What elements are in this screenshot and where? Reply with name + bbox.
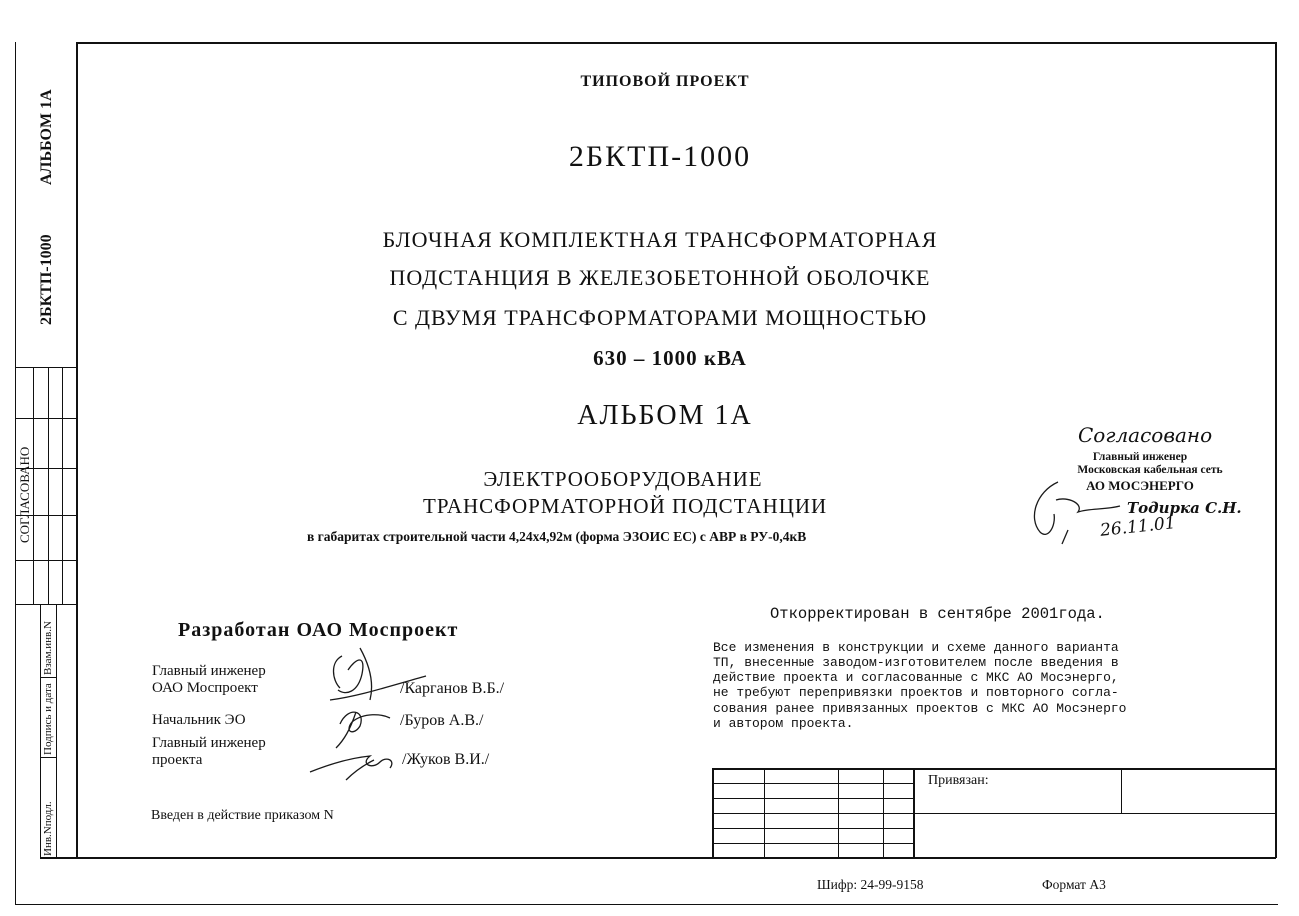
stamp-grid-top — [15, 367, 77, 368]
inventory-stamp-cell — [40, 677, 57, 678]
inventory-stamp-left — [40, 604, 41, 858]
approval-role: Главный инженер — [1092, 451, 1188, 463]
signer-1-role-line-1: Главный инженер — [152, 663, 266, 679]
inventory-stamp-divider — [56, 604, 57, 858]
title-block-row — [712, 783, 914, 784]
album-title: АЛЬБОМ 1А — [577, 400, 753, 431]
cipher-code: Шифр: 24-99-9158 — [817, 877, 924, 892]
approval-org-1: Московская кабельная сеть — [1077, 464, 1223, 476]
signer-1-name: /Карганов В.Б./ — [400, 680, 505, 697]
revision-text-line-2: ТП, внесенные заводом-изготовителем после введения в — [713, 655, 1119, 670]
signer-3-role-line-2: проекта — [152, 752, 203, 768]
inner-frame-bottom — [40, 857, 1276, 859]
subtitle-line-2: ТРАНСФОРМАТОРНОЙ ПОДСТАНЦИИ — [423, 494, 828, 518]
signer-2-role: Начальник ЭО — [152, 712, 246, 728]
spine-album: АЛЬБОМ 1А — [38, 89, 55, 185]
project-type-label: ТИПОВОЙ ПРОЕКТ — [580, 73, 750, 90]
approval-handwritten: Согласовано — [1078, 423, 1213, 447]
title-block-top — [712, 768, 1276, 770]
outer-frame-left — [15, 42, 16, 904]
enactment-order: Введен в действие приказом N — [151, 808, 334, 823]
inventory-number-label: Инв.Nподл. — [42, 801, 54, 856]
inner-frame-left — [76, 42, 78, 858]
approval-date: 26.11.01 — [1099, 513, 1177, 541]
title-block-row — [712, 813, 1276, 814]
inner-frame-right — [1275, 42, 1277, 858]
stamp-grid-line — [15, 418, 77, 419]
project-code: 2БКТП-1000 — [568, 140, 752, 173]
subtitle-line-1: ЭЛЕКТРООБОРУДОВАНИЕ — [483, 467, 763, 491]
stamp-grid-col — [62, 367, 63, 604]
project-title-line-2: ПОДСТАНЦИЯ В ЖЕЛЕЗОБЕТОННОЙ ОБОЛОЧКЕ — [389, 265, 931, 290]
stamp-grid-col — [48, 367, 49, 604]
inventory-stamp-cell — [40, 757, 57, 758]
inner-frame-top — [76, 42, 1276, 44]
signer-signatures — [300, 640, 430, 785]
revision-text-line-4: не требуют перепривязки проектов и повторного согла- — [713, 685, 1119, 700]
approval-name: Тодирка С.Н. — [1127, 499, 1242, 517]
stamp-grid-line — [15, 560, 77, 561]
title-block-row — [712, 828, 914, 829]
spine-title: 2БКТП-1000 — [38, 234, 55, 325]
revision-text-line-1: Все изменения в конструкции и схеме данного варианта — [713, 640, 1119, 655]
project-power-range: 630 – 1000 кВА — [593, 346, 747, 370]
title-block-row — [712, 843, 914, 844]
approval-org-2: АО МОСЭНЕРГО — [1086, 478, 1194, 493]
signer-3-name: /Жуков В.И./ — [402, 751, 490, 768]
signer-1-role-line-2: ОАО Моспроект — [152, 680, 258, 696]
bound-label: Привязан: — [928, 773, 989, 788]
signature-date-label: Подпись и дата — [42, 683, 54, 755]
revision-text-line-6: и автором проекта. — [713, 716, 854, 731]
dimensions-note: в габаритах строительной части 4,24х4,92м (форма ЭЗОИС ЕС) с АВР в РУ-0,4кВ — [307, 529, 807, 544]
title-block-row — [712, 798, 914, 799]
signer-2-name: /Буров А.В./ — [400, 712, 484, 729]
project-title-line-3: С ДВУМЯ ТРАНСФОРМАТОРАМИ МОЩНОСТЬЮ — [392, 305, 928, 330]
revision-text-line-5: сования ранее привязанных проектов с МКС АО Мосэнерго — [713, 701, 1127, 716]
paper-format: Формат А3 — [1042, 877, 1106, 892]
outer-frame-bottom — [15, 904, 1278, 905]
project-title-line-1: БЛОЧНАЯ КОМПЛЕКТНАЯ ТРАНСФОРМАТОРНАЯ — [382, 227, 938, 252]
stamp-grid-col — [33, 367, 34, 604]
revision-heading: Откорректирован в сентябре 2001года. — [770, 605, 1105, 623]
signer-3-role-line-1: Главный инженер — [152, 735, 266, 751]
stamp-grid-bottom — [15, 604, 77, 605]
approval-signature — [1028, 470, 1138, 550]
replaced-inventory-label: Взам.инв.N — [42, 621, 54, 675]
title-block-col — [1121, 768, 1122, 814]
revision-text-line-3: действие проекта и согласованные с МКС АО Мосэнерго, — [713, 670, 1119, 685]
developer-heading: Разработан ОАО Моспроект — [178, 619, 459, 641]
spine-approved-label: СОГЛАСОВАНО — [17, 446, 32, 543]
